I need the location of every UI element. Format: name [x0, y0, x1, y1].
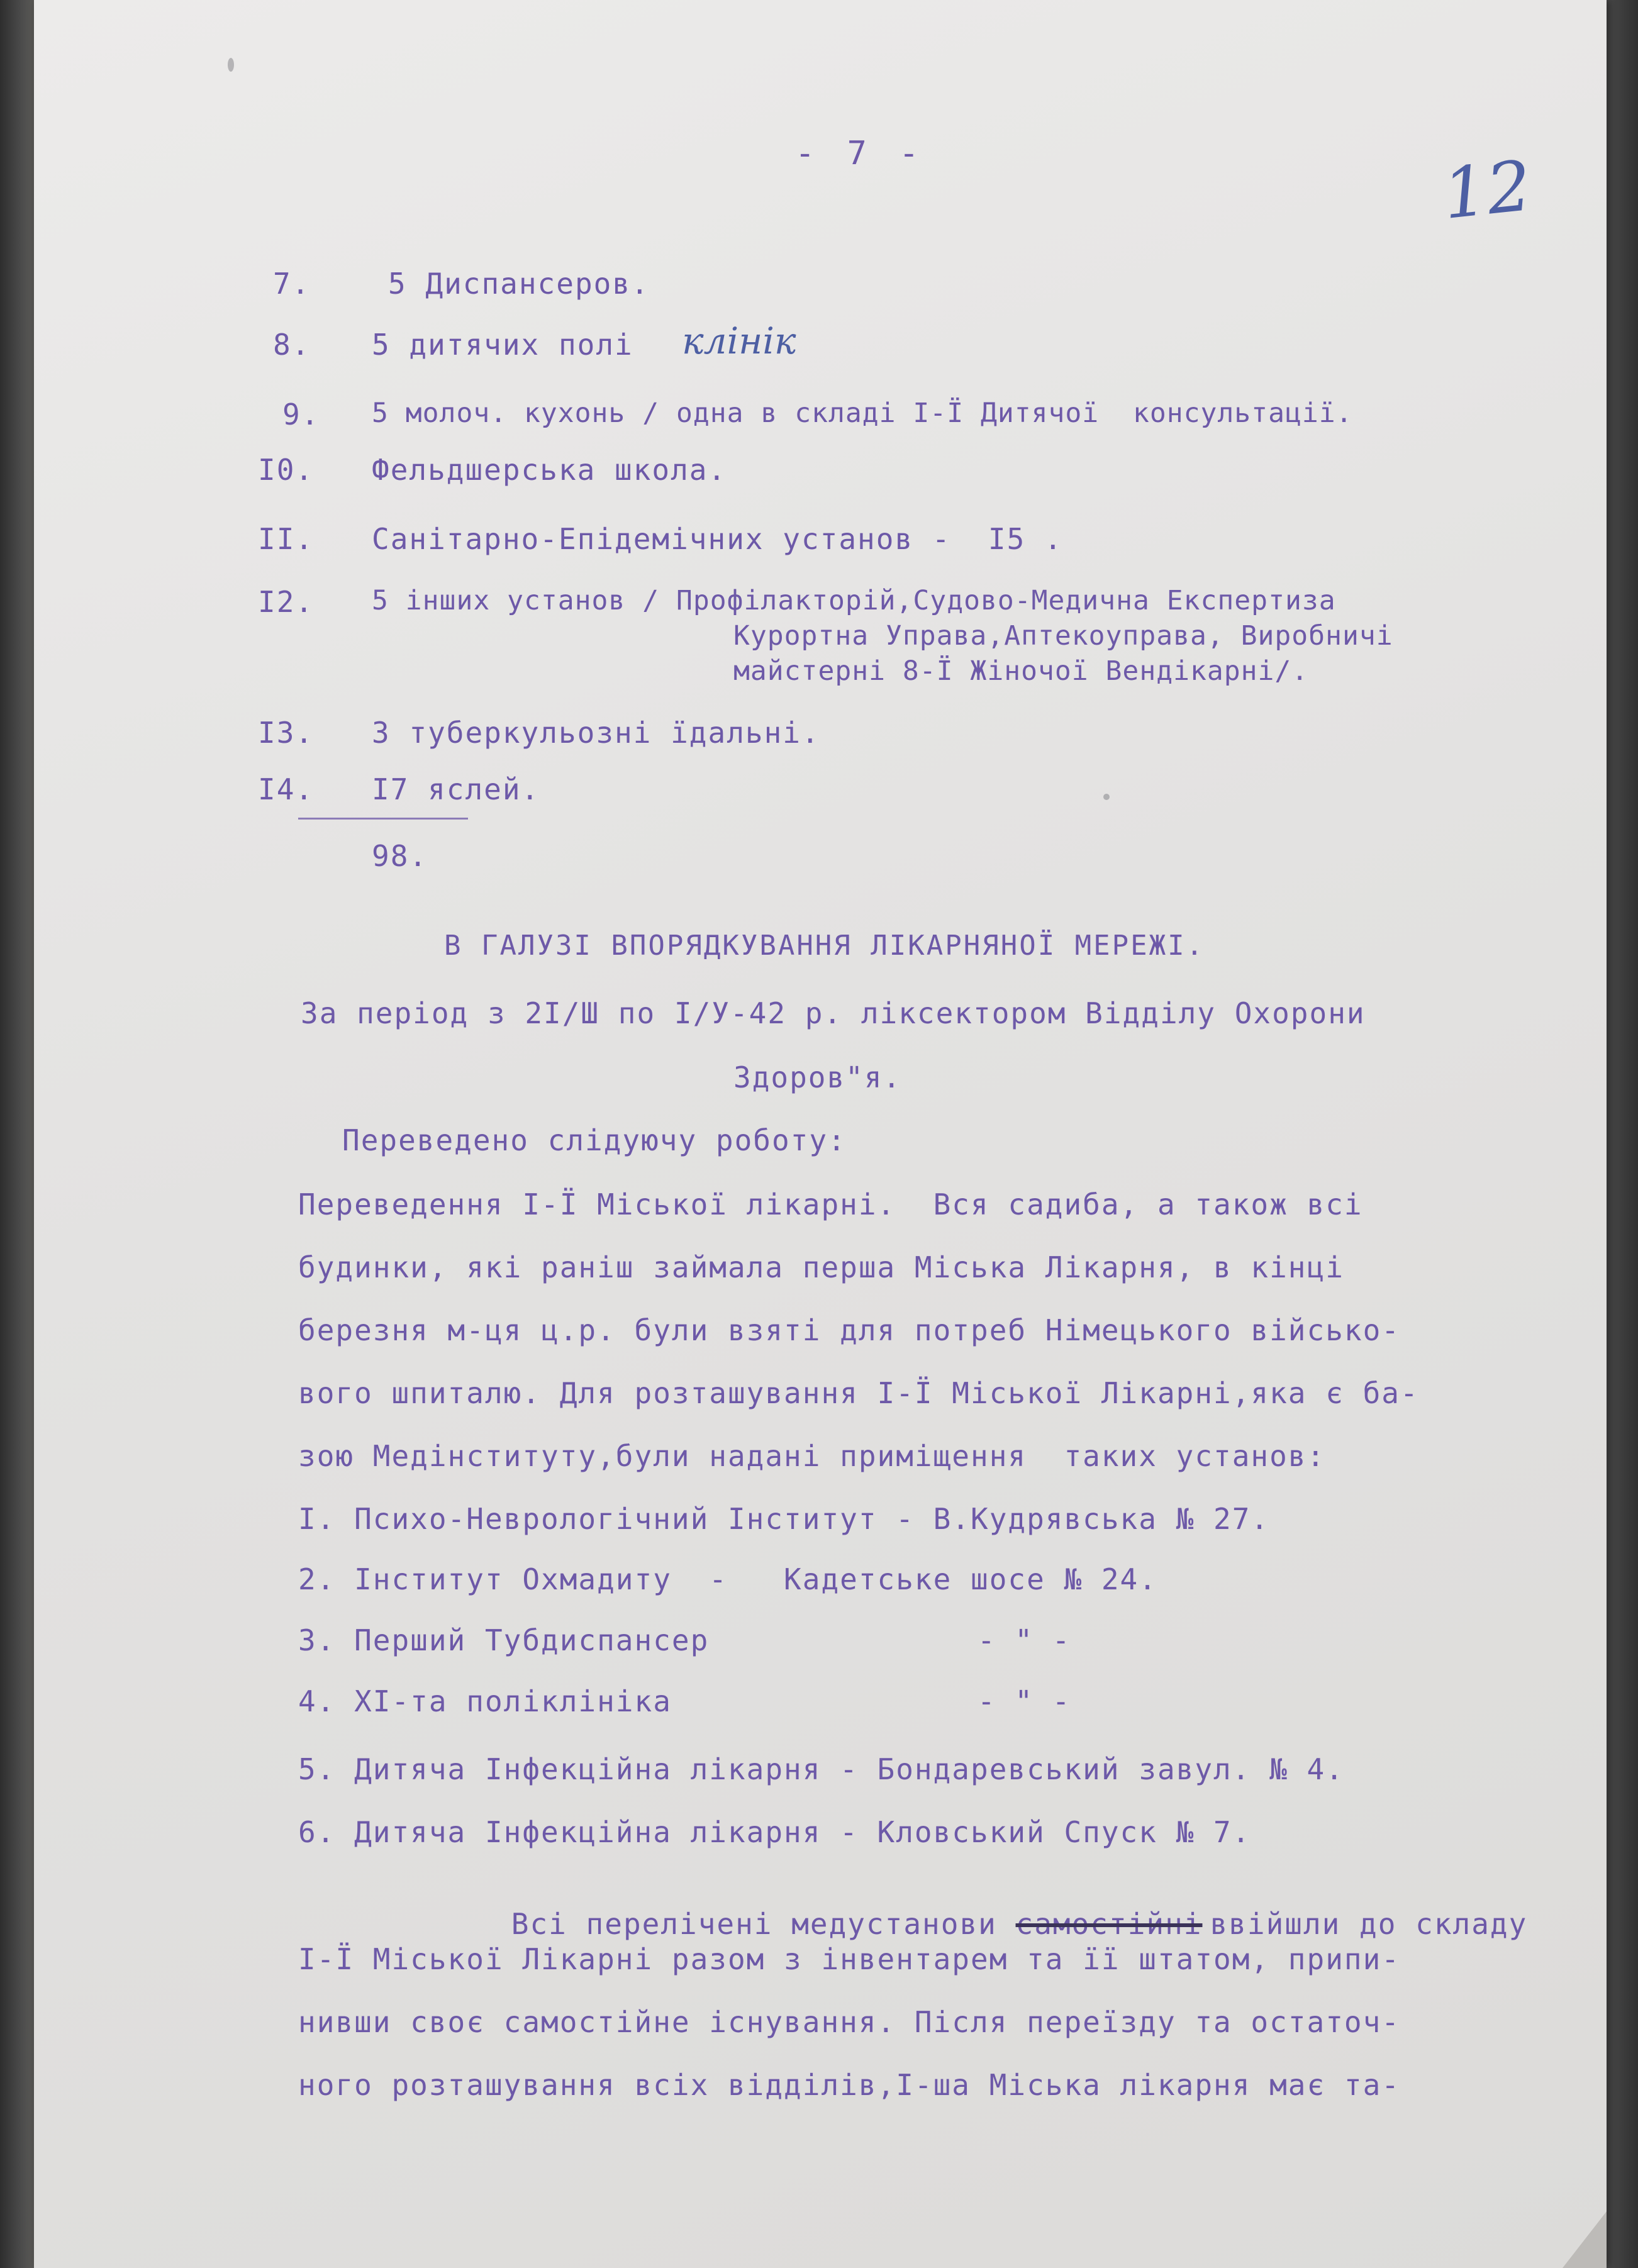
list-number: І4. — [258, 772, 315, 806]
institution-item: 6. Дитяча Інфекційна лікарня - Кловський Спуск № 7. — [298, 1815, 1251, 1849]
ink-spot — [228, 58, 234, 72]
list-text: 5 дитячих полі — [372, 328, 633, 362]
paragraph-fragment: Всі перелічені медустанови — [511, 1907, 1016, 1941]
institution-item: 2. Інститут Охмадиту - Кадетське шосе № 24. — [298, 1562, 1157, 1596]
paragraph-line: березня м-ця ц.р. були взяті для потреб Німецького військо- — [298, 1313, 1400, 1347]
handwritten-page-number: 12 — [1439, 145, 1535, 235]
paragraph-fragment: ввійшли до складу — [1210, 1907, 1528, 1941]
list-number: ІІ. — [258, 522, 315, 556]
institution-item: 3. Перший Тубдиспансер — [298, 1623, 710, 1657]
paragraph-line: Переведення І-Ї Міської лікарні. Вся садиба, а також всі — [298, 1187, 1363, 1221]
section-heading: В ГАЛУЗІ ВПОРЯДКУВАННЯ ЛІКАРНЯНОЇ МЕРЕЖІ. — [444, 930, 1205, 962]
list-text: І7 яслей. — [372, 772, 540, 806]
scanner-edge-right — [1607, 0, 1638, 2268]
page-corner-fold — [1563, 2211, 1607, 2268]
page-number: - 7 - — [795, 135, 925, 172]
list-number: 8. — [273, 328, 311, 362]
paragraph-line: зою Медінституту,були надані приміщення таких установ: — [298, 1439, 1326, 1473]
ink-spot — [1103, 794, 1110, 800]
paragraph-line: ного розташування всіх відділів,І-ша Міська лікарня має та- — [298, 2068, 1400, 2102]
document-page — [34, 0, 1607, 2268]
list-text: 3 туберкульозні їдальні. — [372, 716, 820, 750]
list-text-continuation: майстерні 8-Ї Жіночої Вендікарні/. — [733, 655, 1309, 687]
institution-ditto: - " - — [978, 1684, 1071, 1718]
list-number: І2. — [258, 585, 315, 619]
institution-ditto: - " - — [978, 1623, 1071, 1657]
list-text: Фельдшерська школа. — [372, 453, 727, 487]
list-text: 5 Диспансеров. — [388, 267, 650, 301]
list-number: 9. — [282, 397, 320, 431]
paragraph-line: нивши своє самостійне існування. Після переїзду та остаточ- — [298, 2005, 1400, 2039]
handwritten-correction: клінік — [682, 320, 796, 362]
list-total: 98. — [372, 839, 428, 873]
period-line: За період з 2І/Ш по І/У-42 р. ліксектором Відділу Охорони — [301, 996, 1366, 1030]
paragraph-line: І-Ї Міської Лікарні разом з інвентарем та її штатом, припи- — [298, 1942, 1400, 1976]
list-text: 5 інших установ / Профілакторій,Судово-Медична Експертиза — [372, 585, 1336, 616]
list-text-continuation: Курортна Управа,Аптекоуправа, Виробничі — [733, 620, 1393, 652]
list-number: 7. — [273, 267, 311, 301]
list-text: Санітарно-Епідемічних установ - І5 . — [372, 522, 1063, 556]
institution-item: І. Психо-Неврологічний Інститут - В.Кудрявська № 27. — [298, 1502, 1270, 1536]
paragraph-line: вого шпиталю. Для розташування І-Ї Міської Лікарні,яка є ба- — [298, 1376, 1419, 1410]
list-text: 5 молоч. кухонь / одна в складі І-Ї Дитячої консультації. — [372, 397, 1353, 429]
paragraph-line: Переведено слідуючу роботу: — [342, 1123, 847, 1157]
list-number: ІЗ. — [258, 716, 315, 750]
paragraph-line: будинки, які раніш займала перша Міська Лікарня, в кінці — [298, 1250, 1344, 1284]
institution-item: 4. ХІ-та поліклініка — [298, 1684, 672, 1718]
sum-rule — [298, 818, 468, 820]
struck-word: самостійні — [1015, 1907, 1203, 1941]
institution-item: 5. Дитяча Інфекційна лікарня - Бондаревський завул. № 4. — [298, 1752, 1344, 1786]
scanner-edge — [0, 0, 34, 2268]
period-line: Здоров"я. — [733, 1060, 902, 1094]
list-number: І0. — [258, 453, 315, 487]
